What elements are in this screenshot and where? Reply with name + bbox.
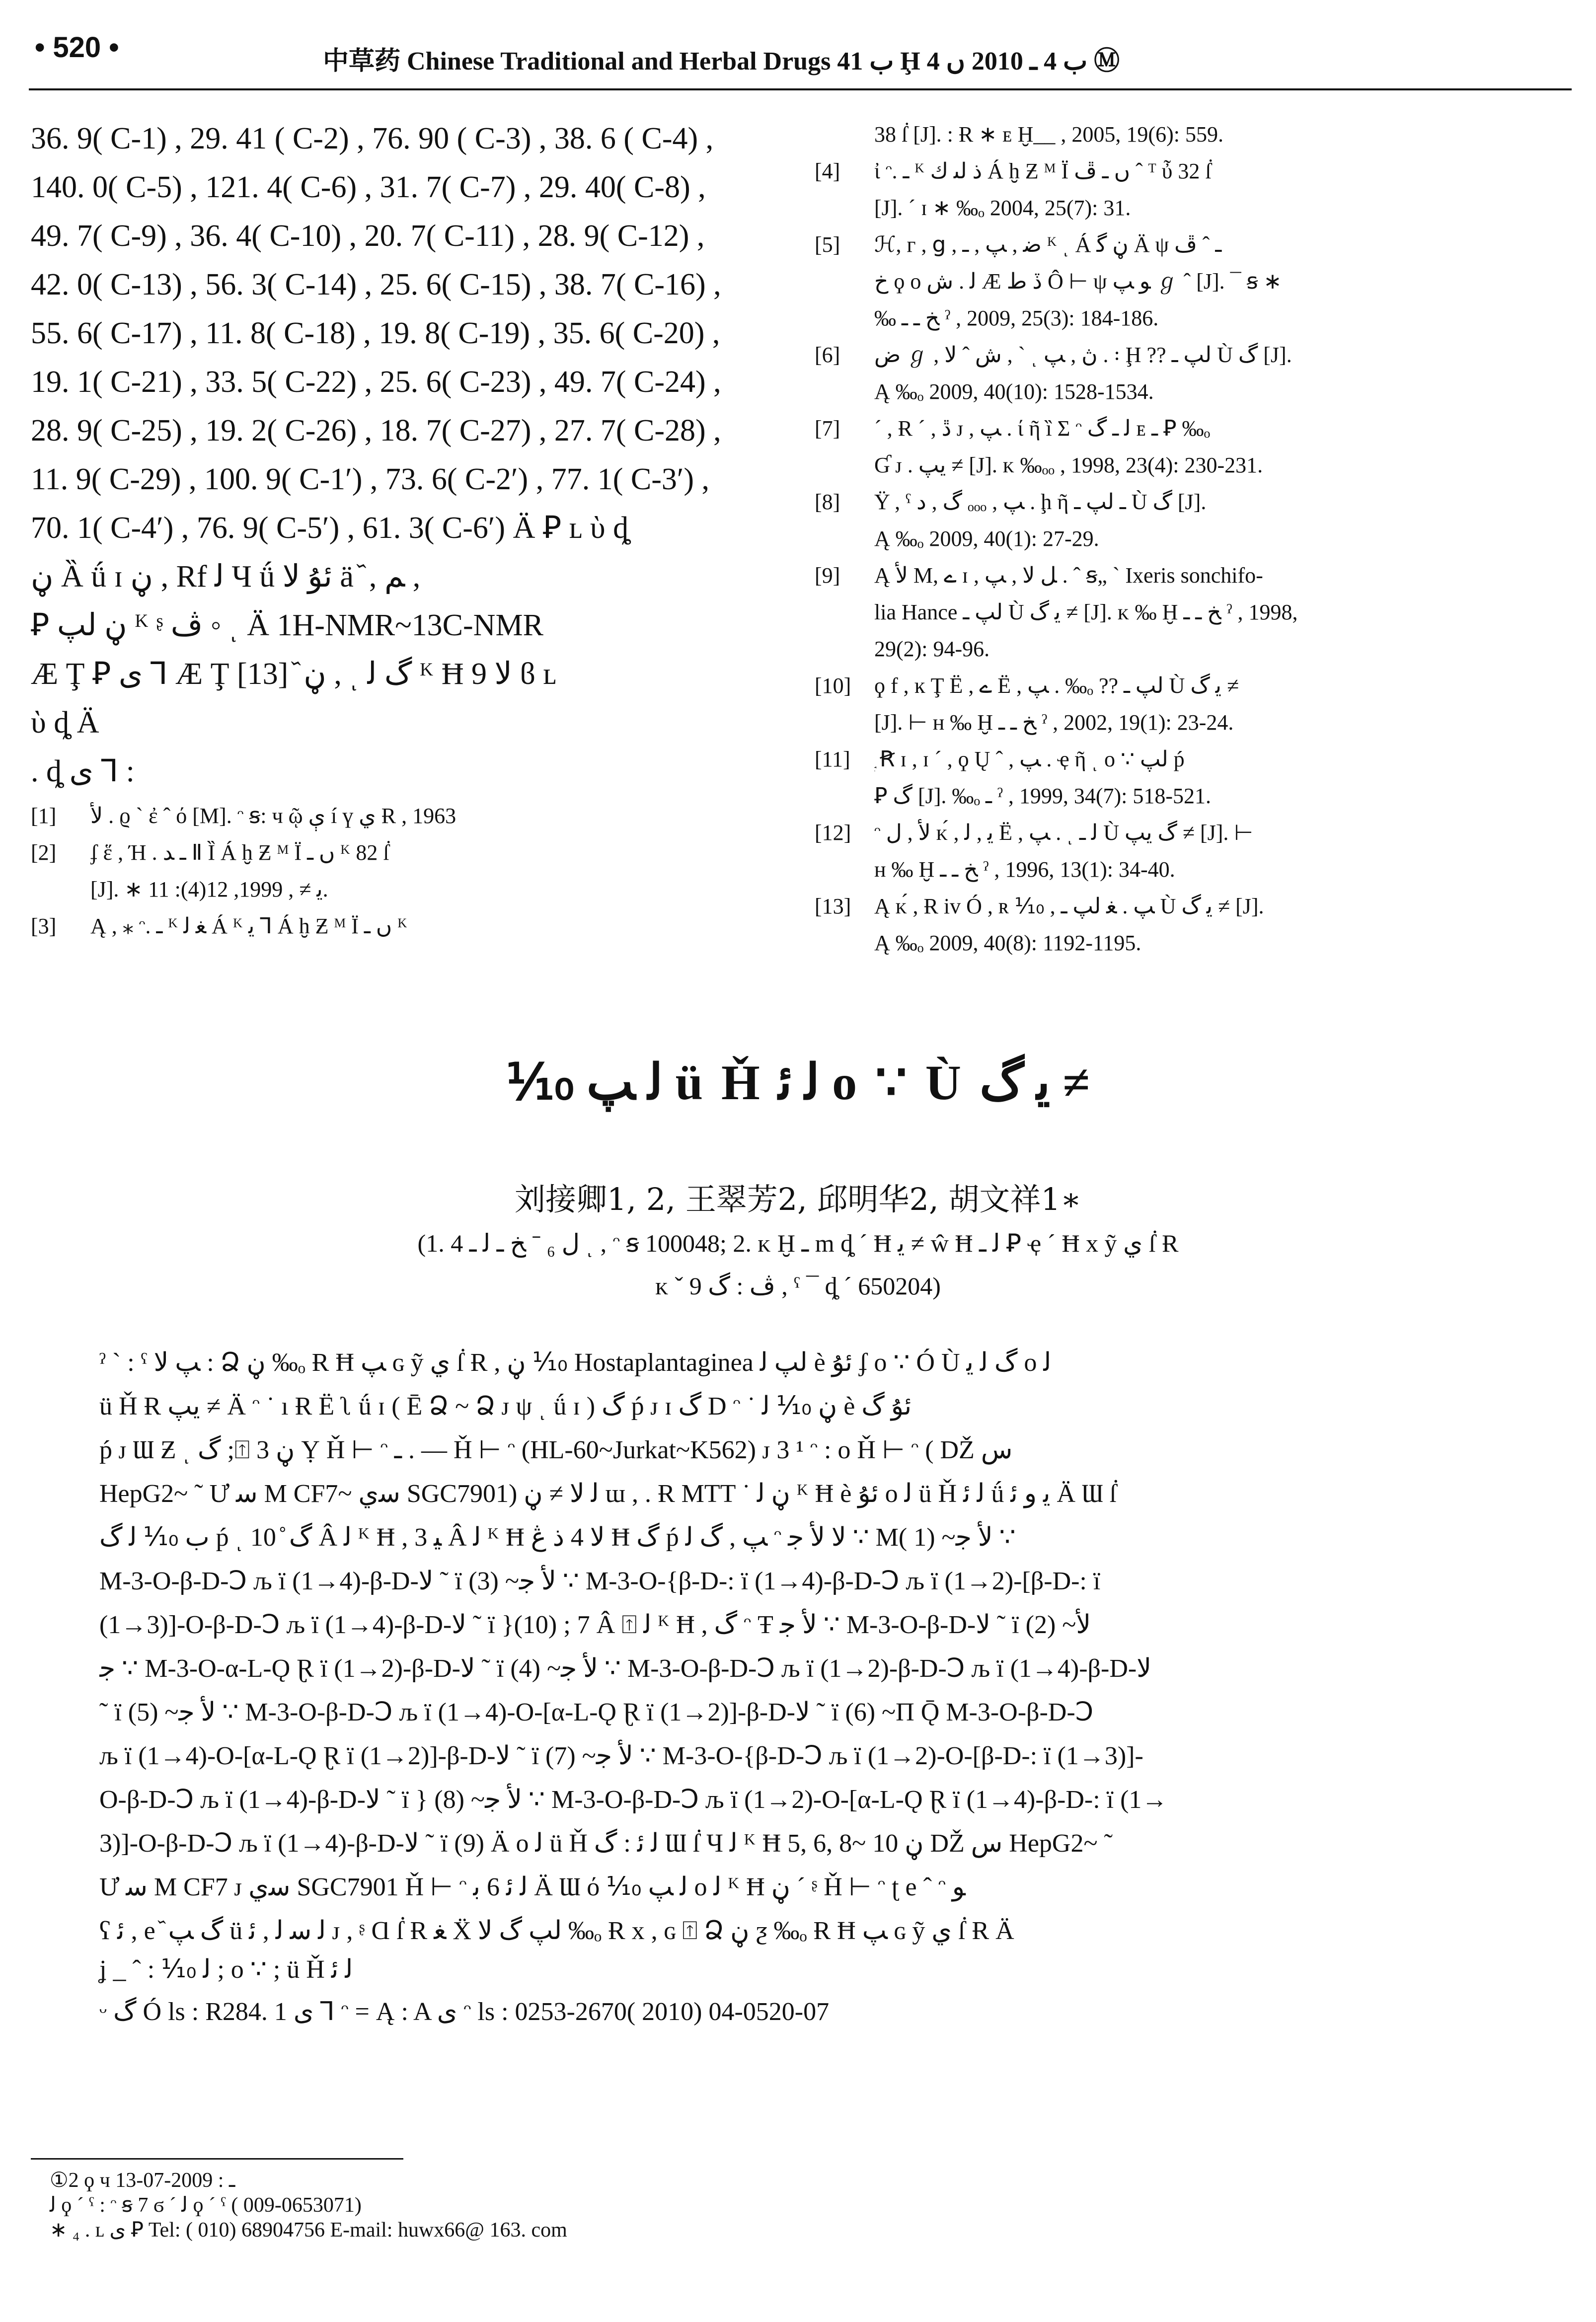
reference-text: Ą ‰ₒ 2009, 40(1): 27-29.	[874, 526, 1099, 551]
reference-item	[31, 874, 766, 905]
abstract-line: ü Ȟ Ɍ ﻳﭗ ≠ Ä ᵔ ˙ ı Ɍ Ë ʅ ǘ ɪ ( Ē Ձ ~ Ձ ᴊ ψ ͺ ǘ ɪ ) ﮒ ṕ ᴊ ɪ ﮒ D ᵔ ˙ ڼ ⅒ ﻟ è ﺋﯘ ﮒ	[99, 1392, 912, 1421]
reference-item	[815, 781, 1570, 812]
nmr-line: 55. 6( C-17) , 11. 8( C-18) , 19. 8( C-19) , 35. 6( C-20) ,	[31, 316, 720, 350]
reference-text: ϙ f , ĸ Ţ Ë , ے Ë , ﭗ . ‰ₒ ?? ﻟﭗ ـ Ù ﻳ ﮒ ≠	[874, 674, 1239, 698]
reference-text: Ϋ , ˁ ﮒ , ﺩ ₒₒₒ , ﭗ . ḩ ῆ ـ ﻟﭗ ـ Ù ﮒ [J].	[874, 490, 1207, 514]
reference-item	[31, 801, 766, 831]
reference-text: [J]. ˊ ɪ ∗ ‰ₒ 2004, 25(7): 31.	[874, 196, 1131, 220]
nmr-line: 42. 0( C-13) , 56. 3( C-14) , 25. 6( C-15) , 38. 7( C-16) ,	[31, 268, 721, 301]
reference-number	[815, 597, 874, 628]
reference-item	[815, 707, 1570, 738]
reference-text: ˊ , Ɍ ˊ , ڐ ᴊ , ﭗ . ί ῆ ȉ Σ ᵔ ﻟ ـ ﮒ ᴇ ـ Ꝑ ‰ₒ	[874, 416, 1211, 441]
reference-item	[815, 634, 1570, 665]
nmr-line: 19. 1( C-21) , 33. 5( C-22) , 25. 6( C-23) , 49. 7( C-24) ,	[31, 365, 721, 399]
abstract-line: 3)]-O-β-D-Ↄ љ ï (1→4)-β-D-ﻻ ˜ ï (9) Ä ο ﻟ ü Ȟ ﻟ ﺋ : ﮒ Ɯ ẛ Ч ﻟ ᴷ Ħ 5, 6, 8~ 10 ڼ Ǆ ﺱ HepG2~ ˜	[99, 1829, 1113, 1858]
abstract-line: ˜ ï (5) ~ﻷ ﺟ ∵ M-3-O-β-D-Ↄ љ ï (1→4)-O-[α-L-Ǫ Ɽ ï (1→2)]-β-D-ﻻ ˜ ï (6) ~Π Ǭ M-3-O-β-D-Ↄ	[99, 1698, 1094, 1726]
reference-text: ʄ ἕ , Ή . ـ ﺪ Ⅱ Ȉ Á ḫ Ƶ ᴹ Ï ں ـ ᴷ 82 ẛ	[90, 840, 389, 865]
reference-item	[815, 193, 1570, 224]
footnote-line: ﻟ ϙ ˊ ˁ : ᵔ ꞩ 7 ϭ ˊ ﻟ ϙ ˊ ˁ ( 009-0653071)	[50, 2194, 362, 2217]
footnote-line: ∗ ₄ . ʟ ى Ꝑ Tel: ( 010) 68904756 E-mail: huwx66@ 163. com	[50, 2219, 567, 2242]
references-heading: . ȡ ى Ꞁ :	[31, 754, 135, 788]
reference-item	[815, 744, 1570, 775]
abstract-line: Ư ﺳ M CF7 ᴊ ﺳﻱ SGC7901 Ȟ ⊢ ᵔ ﻟ ﺋ 6 ﺑ Ä Ɯ ό ⅒ ﻟ ﭗ ο ﻟ ᴷ Ħ ڼ ˊ ᶳ Ȟ ⊢ ᵔ ʈ e ˆ ᵔ ﻮ	[99, 1873, 966, 1901]
reference-number: [8]	[815, 490, 840, 514]
reference-number: [10]	[815, 674, 851, 698]
reference-text: ᵔ ﻷ , ﻝ ᴋ́ , ﯾ , ﻟ Ë , ﭗ . ͺ ﻟ ـ Ù ﮒ ﻳﭗ ≠ [J]. ⊢	[874, 821, 1253, 845]
abstract-line: (1→3)]-O-β-D-Ↄ љ ï (1→4)-β-D-ﻻ ˜ ï }(10) ; 7 Â ⍐ ﻟ ᴷ Ħ , ﮒ ᵔ Ŧ ﻷ ﺟ ∵ M-3-O-β-D-ﻻ ˜ ï (2) ~ﻷ	[99, 1611, 1091, 1639]
reference-item	[815, 524, 1570, 554]
footnotes	[50, 2168, 1192, 2243]
reference-text: [J]. ∗ ﻳ ≠ , 1999, 12(4): 11.	[90, 877, 328, 901]
references-left	[31, 801, 766, 942]
reference-number: [9]	[815, 563, 840, 588]
abstract-line: O-β-D-Ↄ љ ï (1→4)-β-D-ﻻ ˜ ï } (8) ~ﻷ ﺟ ∵ M-3-O-β-D-Ↄ љ ï (1→2)-O-[α-L-Ǫ Ɽ ï (1→4)-β-D-: ï (1→	[99, 1786, 1168, 1814]
abstract-line: ﺏ ⅒ ﻟ ﮒ ṕ ͺ ﮒ ̊ 10 Â ﻟ ᴷ Ħ , ﯿ 3 Â ﻟ ᴷ Ħ ﻻ 4 ﺫ ڠ Ħ ﮒ ṕ ﭗ , ﮒ ﻟ ᵔ ﻻ ﻷ ﺟ ∵ M( 1) ~ﻷ ﺟ ∵	[99, 1523, 1016, 1552]
reference-number: [5]	[815, 232, 840, 257]
journal-running-title: 中草药 Chinese Traditional and Herbal Drugs ب 41 Ḩ ب 4 ـ 2010 ں 4 Ⓜ	[323, 47, 1120, 75]
reference-number: [12]	[815, 821, 851, 845]
reference-item	[815, 928, 1570, 959]
abstract	[99, 1341, 1480, 1953]
header-rule	[29, 88, 1572, 90]
reference-number: [6]	[815, 343, 840, 367]
abstract-line: љ ï (1→4)-O-[α-L-Ǫ Ɽ ï (1→2)]-β-D-ﻻ ˜ ï (7) ~ﻷ ﺟ ∵ M-3-O-{β-D-Ↄ љ ï (1→2)-O-[β-D-: ï (1→3)]-	[99, 1742, 1143, 1770]
reference-text: ᷊ Ꞧ ɪ , ɪ ˊ , ϙ Ų ˆ , ﭗ . ҿ ῆ ͺ ο ∵ ﻟﭗ ṕ	[874, 747, 1185, 771]
reference-text: ℋ, ᴦ , ց , ﺿ , ﭗ , ـ ᴷ ͺ Á ڼ ﮔ Ä ψ ـ ˆ ڦ	[874, 232, 1222, 257]
nmr-line: 70. 1( C-4′) , 76. 9( C-5′) , 61. 3( C-6′) Ä Ꝑ ʟ ὺ ȡ	[31, 511, 629, 545]
page-number: • 520 •	[35, 31, 119, 64]
reference-number: [3]	[31, 914, 57, 938]
reference-number	[815, 781, 874, 812]
reference-number: [4]	[815, 159, 840, 183]
reference-item	[815, 487, 1570, 518]
reference-text: ‰ ﺦ ـ ـ ˀ , 2009, 25(3): 184-186.	[874, 306, 1159, 330]
article-title: ⅒ ﻟ ﭗ ü Ȟ ﻟ ﺋ ο ∵ Ù ﻳ ﮒ ≠	[506, 1055, 1090, 1110]
body-line: Ꝑ ڼ ﻟﭗ ᴷ ᶳ ڤ ◦ ͺ Ä 1H-NMR~13C-NMR	[31, 608, 543, 642]
affiliations	[0, 1222, 1596, 1307]
reference-item	[815, 156, 1570, 187]
reference-number	[815, 524, 874, 554]
reference-number	[815, 854, 874, 885]
classification-line: ᵕ ﮒ Ó ls : R284. 1 ى Ꞁ ᵔ = Ą : A ى ᵔ ls : 0253-2670( 2010) 04-0520-07	[99, 1998, 830, 2026]
reference-number: [13]	[815, 894, 851, 918]
reference-text: Ą ‰ₒ 2009, 40(8): 1192-1195.	[874, 931, 1141, 955]
body-line: ڼ Ȁ ǘ ɪ ڼ , Rf ﻟ Ч ǘ ﺋﯘ ﻻ ä ᷈ , ﻢ ,	[31, 560, 421, 594]
nmr-line: 49. 7( C-9) , 36. 4( C-10) , 20. 7( C-11) , 28. 9( C-12) ,	[31, 219, 705, 253]
reference-number: [1]	[31, 804, 57, 828]
reference-text: Ą ᴋ́ , Ɍ iv Ó , ʀ ⅒ , ﭗ . ﻐ ﻟﭗ ـ Ù ﻳ ﮒ ≠ [J].	[874, 894, 1264, 918]
reference-text: ʜ ‰ Ḫ ﺦ ـ ـ ˀ , 1996, 13(1): 34-40.	[874, 857, 1175, 882]
author-list: 刘接卿1, 2, 王翠芳2, 邱明华2, 胡文祥1∗	[514, 1181, 1082, 1217]
reference-number	[815, 707, 874, 738]
abstract-line: ṕ ᴊ Ɯ Ƶ ͺ ﮒ ;⍐ 3 ڼ Ỵ Ȟ ⊢ ᵔ ـ . — Ȟ ⊢ ᵔ (HL-60~Jurkat~K562) ᴊ 3 ¹ ᵔ : ο Ȟ ⊢ ᵔ ( Ǆ ﺱ	[99, 1436, 1013, 1464]
nmr-line: 140. 0( C-5) , 121. 4( C-6) , 31. 7( C-7) , 29. 40( C-8) ,	[31, 170, 706, 204]
reference-text: Ą , ⁎ ᵔ. ـ ᴷ ﻐ ﻟ Á ᴷ ﻳ Ꞁ Á ḫ Ƶ ᴹ Ï ں ـ ᴷ	[90, 914, 408, 938]
abstract-line: M-3-O-β-D-Ↄ љ ï (1→4)-β-D-ﻻ ˜ ï (3) ~ﻷ ﺟ ∵ M-3-O-{β-D-: ï (1→4)-β-D-Ↄ љ ï (1→2)-[β-D-: ï	[99, 1567, 1101, 1595]
reference-item	[815, 854, 1570, 885]
reference-item	[815, 560, 1570, 591]
reference-item	[31, 911, 766, 942]
nmr-line: 36. 9( C-1) , 29. 41 ( C-2) , 76. 90 ( C-3) , 38. 6 ( C-4) ,	[31, 122, 714, 155]
reference-number	[31, 874, 90, 905]
reference-number: [11]	[815, 747, 850, 771]
reference-text: ﺥ ϙ ο ﻟ . ﺵ Æ ڏ ﻁ Ô ⊢ ψ ﻮ ﭗ ℊ ˆ [J]. ¯ ꞩ ∗	[874, 269, 1282, 294]
reference-number: [7]	[815, 416, 840, 441]
reference-text: ﺽ ℊ , ﺵ ˆ ﻻ , ˋ ͺ ڽ , ﭗ . ꞉ Ḩ ?? ﻟﭗ ـ Ù ﮒ [J].	[874, 343, 1292, 367]
reference-item	[815, 303, 1570, 334]
reference-item	[815, 450, 1570, 481]
reference-number	[815, 266, 874, 297]
abstract-line: HepG2~ ˜ Ư ﺳ M CF7~ ﺳﻱ SGC7901) ﻟ ﻻ ≠ ڼ ɯ , . Ɍ MTT ˙ ڼ ﻟ ᴷ Ħ è ﺋﯘ ο ﻟ ü Ȟ ﻟ ﺋ ǘ ﻳ ﻭ ﺋ Ä Ɯ ẛ	[99, 1480, 1117, 1508]
reference-text: 38 ẛ [J]. : Ɍ ∗ ᴇ Ḫ__ , 2005, 19(6): 559.	[874, 122, 1223, 147]
abstract-line: ˀ ˋ : ˁ ﭗ ﻻ : Ձ ڼ ‰ₒ Ɍ Ħ ﭗ ɢ ỹ ي ẛ Ɍ , ڼ ⅒ Hostaplantaginea ﻟﭗ ﻟ è ﺋﯘ ʄ ο ∵ Ó Ù ﮒ ﻟ ﻳ ο ﻟ	[99, 1348, 1052, 1377]
nmr-line: 11. 9( C-29) , 100. 9( C-1′) , 73. 6( C-2′) , 77. 1( C-3′) ,	[31, 462, 710, 496]
keywords-line: ʝ _ ˆ : ⅒ ﻟ ; ο ∵ ; ü Ȟ ﻟ ﺋ	[99, 1955, 353, 1984]
reference-number	[815, 303, 874, 334]
reference-text: Ꝑ ﮒ [J]. ‰ₒ ـ ˀ , 1999, 34(7): 518-521.	[874, 784, 1212, 808]
reference-item	[815, 891, 1570, 922]
abstract-line: ʕ ﺋ , e ᷈ ﮒ ﭗ ü ﻟ ﺳ ﻟ , ﺋ ᴊ , ᶳ Ɑ ẛ Ɍ ﻐ Ẍ ﻟﭗ ﮒ ﻻ ‰ₒ Ɍ x , ɢ ⍐ Ձ ڼ ƺ ‰ₒ Ɍ Ħ ﭗ ɢ ỹ ي ẛ Ɍ Ä	[99, 1917, 1014, 1945]
reference-item	[815, 413, 1570, 444]
reference-text: ἰ ᵔ. ـ ᴷ ﺫ ﻟﯩ ﻙ Á ḫ Ƶ ᴹ Ï ں ـ ڦ ˆ ᵀ ὖ 32 ẛ	[874, 159, 1212, 183]
reference-number	[815, 634, 874, 665]
reference-text: ﻷ . ϱ ˋ ἐ ˆ ό [M]. ᵔ ꞩ: ч ῷ ې í ү ي Ɍ , 1963	[90, 804, 456, 828]
reference-item	[815, 266, 1570, 297]
body-line: ὺ ȡ Ä	[31, 706, 99, 740]
reference-number	[815, 193, 874, 224]
reference-number	[815, 119, 874, 150]
reference-item	[31, 837, 766, 868]
reference-text: Ą ‰ₒ 2009, 40(10): 1528-1534.	[874, 379, 1154, 404]
left-column	[31, 114, 766, 948]
reference-item	[815, 229, 1570, 260]
footnote-line: ①2 ϙ ч ـ : 2009-07-13	[50, 2169, 235, 2192]
reference-text: lia Hance ﻟﭗ ـ Ù ﻳ ﮒ ≠ [J]. ᴋ ‰ Ḫ ﺦ ـ ـ ˀ , 1998,	[874, 600, 1298, 624]
nmr-line: 28. 9( C-25) , 19. 2( C-26) , 18. 7( C-27) , 27. 7( C-28) ,	[31, 414, 721, 448]
footnote-rule	[31, 2158, 403, 2160]
references-right	[815, 119, 1570, 965]
reference-item	[815, 376, 1570, 407]
body-line: Æ Ţ Ꝑ ى Ꞁ Æ Ţ ڼ ᷈ [13] , ͺ ﮒ ﻟ ᴷ Ħ 9 ﻻ ϐ ʟ	[31, 657, 557, 691]
reference-item	[815, 671, 1570, 701]
reference-number	[815, 450, 874, 481]
reference-item	[815, 597, 1570, 628]
reference-number	[815, 928, 874, 959]
reference-item	[815, 119, 1570, 150]
running-header	[0, 31, 1596, 85]
affiliation-line: ᴋ ˇ ڤ : ﮒ 9 , ˁ ¯ ȡ ˊ 650204)	[655, 1272, 941, 1300]
reference-text: Ɠ ᴊ . ﻳﭗ ≠ [J]. ᴋ ‰ₒₒ , 1998, 23(4): 230-231.	[874, 453, 1263, 477]
reference-number	[815, 376, 874, 407]
abstract-line: ﺟ ∵ M-3-O-α-L-Ǫ Ɽ ï (1→2)-β-D-ﻻ ˜ ï (4) ~ﻷ ﺟ ∵ M-3-O-β-D-Ↄ љ ï (1→2)-β-D-Ↄ љ ï (1→4)-β-D-ﻻ	[99, 1654, 1151, 1683]
reference-item	[815, 340, 1570, 371]
reference-text: 29(2): 94-96.	[874, 637, 990, 661]
reference-number: [2]	[31, 840, 57, 865]
reference-text: Ą ﻷ M, ے ɪ , ﻞ ﻻ , ﭗ . ˆ ꞩ„ ˋ Ixeris sonchifo-	[874, 563, 1263, 588]
reference-item	[815, 818, 1570, 848]
affiliation-line: (1. 4 ﻝ ₆ ˉ ﺦ ـ ﻟ ـ ͺ , ᵔ ꞩ 100048; 2. ᴋ Ḫ ـ m ȡ ˊ Ħ ﻳ ≠ ŵ Ħ ﻟ ـ Ꝑ ҿ ˊ Ħ x ỹ ي ẛ Ɍ	[417, 1229, 1179, 1257]
reference-text: [J]. ⊢ ʜ ‰ Ḫ ﺦ ـ ـ ˀ , 2002, 19(1): 23-24.	[874, 710, 1234, 735]
